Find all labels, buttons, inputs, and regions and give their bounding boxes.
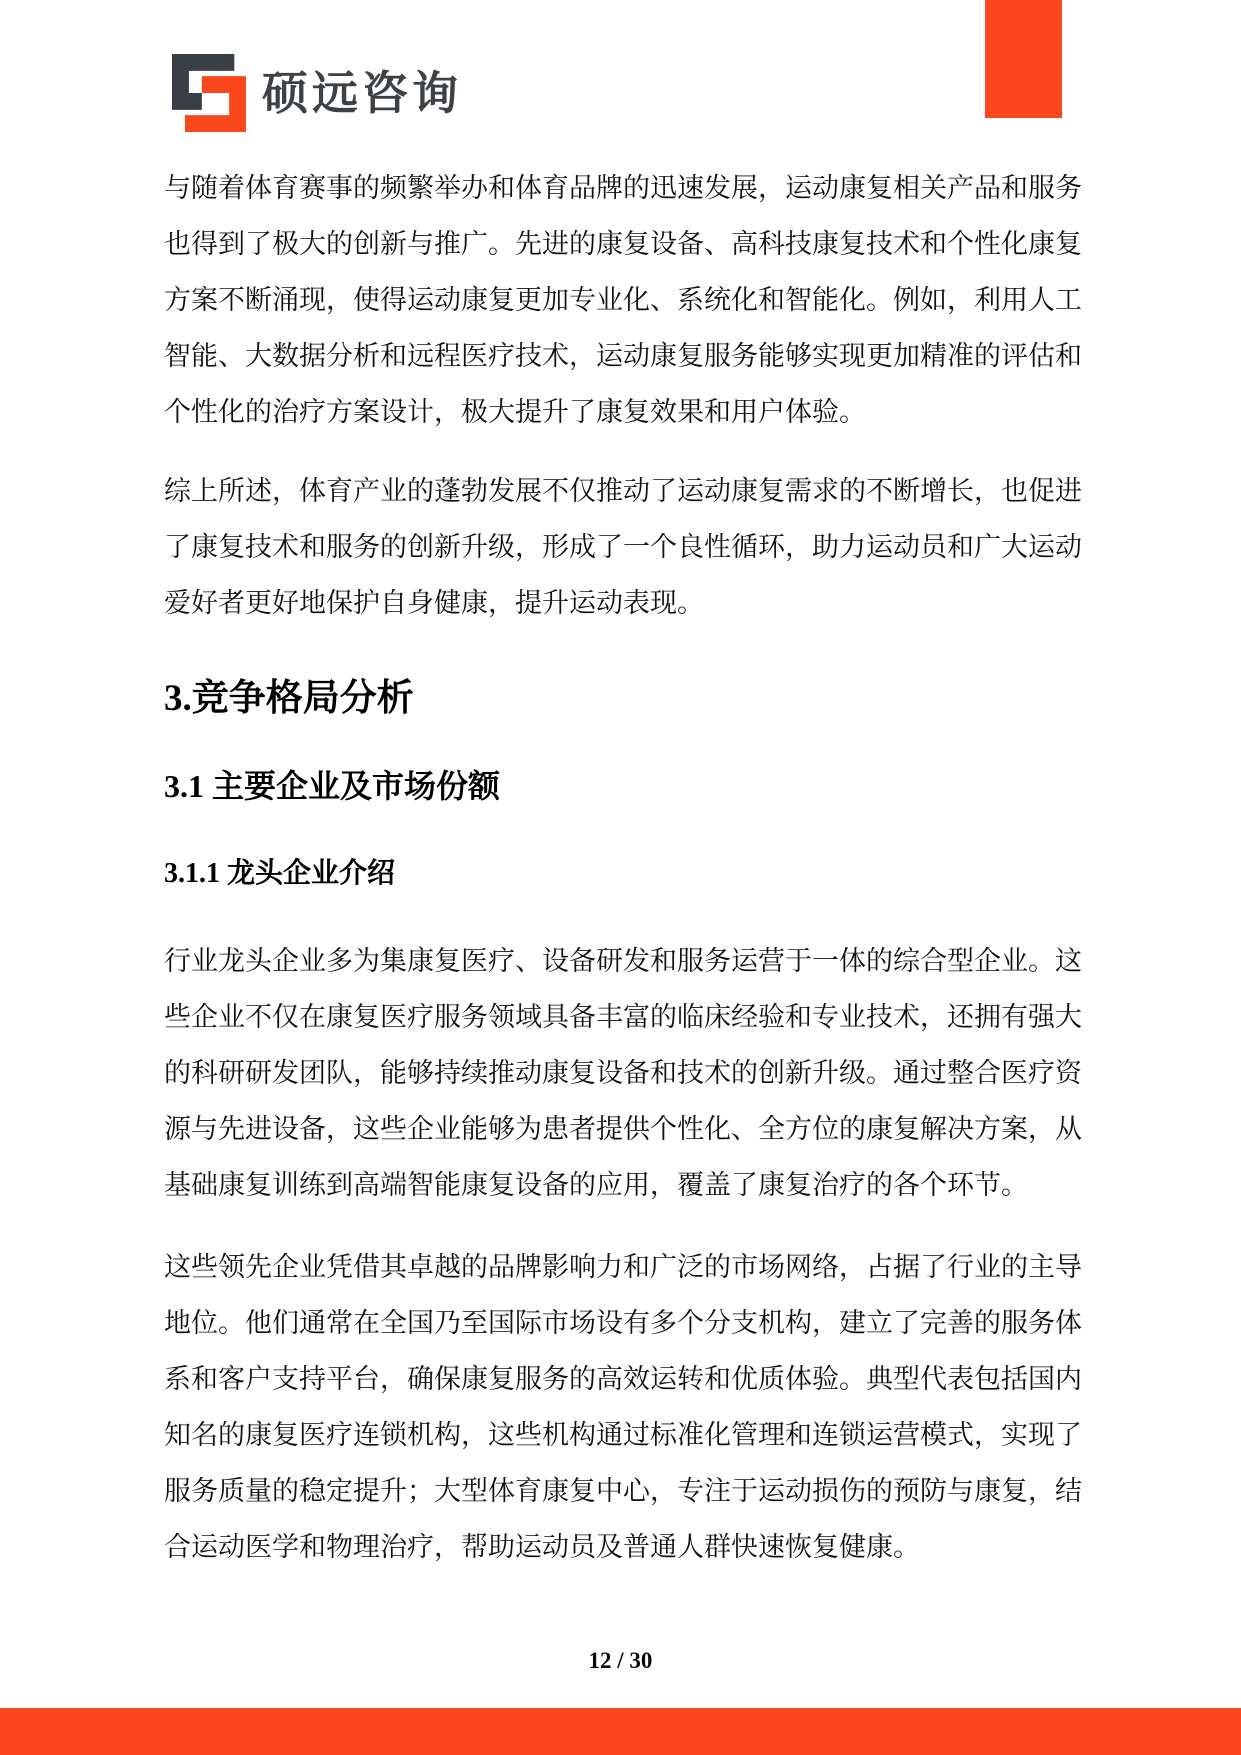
document-body: [164, 160, 1086, 1575]
text-line: 行业龙头企业多为集康复医疗、设备研发和服务运营于一体的综合型企业。这: [164, 946, 1082, 976]
text-line: 源与先进设备，这些企业能够为患者提供个性化、全方位的康复解决方案，从: [164, 1114, 1082, 1144]
paragraph-2: [164, 463, 1086, 631]
paragraph-1: [164, 160, 1086, 440]
page-number: 12 / 30: [588, 1648, 653, 1673]
top-right-accent-block: [985, 0, 1062, 118]
text-line: 也得到了极大的创新与推广。先进的康复设备、高科技康复技术和个性化康复: [164, 229, 1082, 259]
text-line: 个性化的治疗方案设计，极大提升了康复效果和用户体验。: [164, 397, 866, 427]
paragraph-3: [164, 933, 1086, 1213]
section-heading: 3.竞争格局分析: [164, 678, 414, 719]
text-line: 些企业不仅在康复医疗服务领域具备丰富的临床经验和专业技术，还拥有强大: [164, 1002, 1082, 1032]
text-line: 这些领先企业凭借其卓越的品牌影响力和广泛的市场网络，占据了行业的主导: [164, 1252, 1082, 1282]
text-line: 综上所述，体育产业的蓬勃发展不仅推动了运动康复需求的不断增长，也促进: [164, 476, 1082, 506]
text-line: 智能、大数据分析和远程医疗技术，运动康复服务能够实现更加精准的评估和: [164, 341, 1082, 371]
logo-icon: [172, 54, 246, 132]
text-line: 服务质量的稳定提升；大型体育康复中心，专注于运动损伤的预防与康复，结: [164, 1476, 1082, 1506]
text-line: 方案不断涌现，使得运动康复更加专业化、系统化和智能化。例如，利用人工: [164, 285, 1082, 315]
text-line: 地位。他们通常在全国乃至国际市场设有多个分支机构，建立了完善的服务体: [164, 1308, 1082, 1338]
text-line: 基础康复训练到高端智能康复设备的应用，覆盖了康复治疗的各个环节。: [164, 1170, 1028, 1200]
text-line: 合运动医学和物理治疗，帮助运动员及普通人群快速恢复健康。: [164, 1532, 920, 1562]
text-line: 爱好者更好地保护自身健康，提升运动表现。: [164, 588, 704, 618]
text-line: 与随着体育赛事的频繁举办和体育品牌的迅速发展，运动康复相关产品和服务: [164, 173, 1082, 203]
text-line: 的科研研发团队，能够持续推动康复设备和技术的创新升级。通过整合医疗资: [164, 1058, 1082, 1088]
logo: [172, 54, 462, 132]
text-line: 系和客户支持平台，确保康复服务的高效运转和优质体验。典型代表包括国内: [164, 1364, 1082, 1394]
subsection-heading: 3.1 主要企业及市场份额: [164, 768, 501, 804]
bottom-accent-bar: [0, 1708, 1241, 1755]
text-line: 了康复技术和服务的创新升级，形成了一个良性循环，助力运动员和广大运动: [164, 532, 1082, 562]
logo-text: 硕远咨询: [262, 67, 462, 119]
text-line: 知名的康复医疗连锁机构，这些机构通过标准化管理和连锁运营模式，实现了: [164, 1420, 1082, 1450]
subsubsection-heading: 3.1.1 龙头企业介绍: [164, 858, 396, 889]
paragraph-4: [164, 1239, 1086, 1575]
